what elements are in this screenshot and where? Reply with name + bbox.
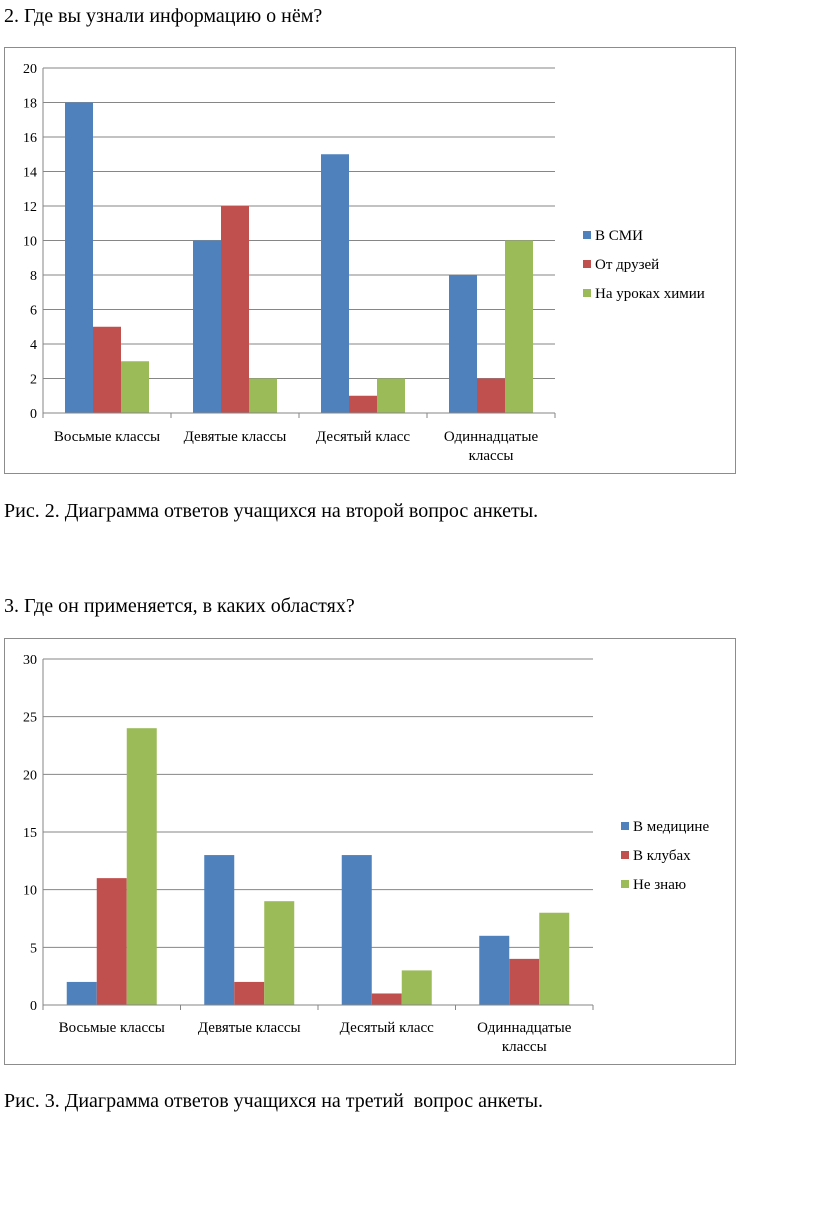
legend-swatch xyxy=(621,822,629,830)
x-tick-label: Одиннадцатые xyxy=(477,1020,572,1036)
y-tick-label: 12 xyxy=(23,200,37,215)
y-tick-label: 18 xyxy=(23,96,37,112)
bar xyxy=(249,379,277,414)
y-tick-label: 25 xyxy=(23,710,37,726)
legend-swatch xyxy=(621,880,629,888)
bar xyxy=(349,396,377,413)
legend-swatch xyxy=(621,851,629,859)
bar xyxy=(377,379,405,414)
question-3-heading: 3. Где он применяется, в каких областях? xyxy=(4,595,355,617)
bar xyxy=(93,327,121,413)
y-tick-label: 10 xyxy=(23,234,37,250)
chart-2-frame xyxy=(4,638,736,1065)
y-tick-label: 4 xyxy=(30,338,37,353)
legend-label: От друзей xyxy=(595,257,660,273)
x-tick-label: Десятый класс xyxy=(339,1020,434,1036)
bar xyxy=(97,878,127,1005)
bar xyxy=(67,982,97,1005)
bar xyxy=(65,103,93,414)
legend-label: В СМИ xyxy=(595,228,643,244)
x-tick-label: классы xyxy=(501,1039,547,1055)
x-tick-label: Девятые классы xyxy=(183,429,287,445)
y-tick-label: 5 xyxy=(30,941,37,957)
bar xyxy=(539,913,569,1005)
x-tick-label: классы xyxy=(468,448,514,464)
bar xyxy=(121,361,149,413)
bar xyxy=(234,982,264,1005)
bar xyxy=(193,241,221,414)
y-tick-label: 2 xyxy=(30,372,37,388)
chart-1-frame xyxy=(4,47,736,474)
bar xyxy=(402,970,432,1005)
x-tick-label: Восьмые классы xyxy=(58,1020,165,1036)
bar xyxy=(221,206,249,413)
y-tick-label: 20 xyxy=(23,768,37,784)
x-tick-label: Девятые классы xyxy=(197,1020,301,1036)
bar xyxy=(477,379,505,414)
chart-2-svg xyxy=(5,639,735,1064)
question-2-heading: 2. Где вы узнали информацию о нём? xyxy=(4,5,323,27)
y-tick-label: 6 xyxy=(30,303,37,319)
legend-swatch xyxy=(583,231,591,239)
legend-label: На уроках химии xyxy=(595,286,705,302)
y-tick-label: 10 xyxy=(23,883,37,899)
y-tick-label: 0 xyxy=(30,999,37,1014)
bar xyxy=(372,993,402,1005)
bar xyxy=(204,855,234,1005)
legend-label: В клубах xyxy=(633,848,691,864)
bar xyxy=(449,275,477,413)
bar xyxy=(509,959,539,1005)
x-tick-label: Одиннадцатые xyxy=(443,429,539,445)
y-tick-label: 16 xyxy=(23,131,37,146)
bar xyxy=(342,855,372,1005)
legend-swatch xyxy=(583,289,591,297)
bar xyxy=(505,241,533,414)
y-tick-label: 15 xyxy=(23,826,37,841)
y-tick-label: 20 xyxy=(23,62,37,77)
chart-1-svg xyxy=(5,48,735,473)
bar xyxy=(264,901,294,1005)
legend-label: В медицине xyxy=(633,819,710,835)
legend-swatch xyxy=(583,260,591,268)
figure-3-caption: Рис. 3. Диаграмма ответов учащихся на третий вопрос анкеты. xyxy=(4,1090,544,1112)
y-tick-label: 14 xyxy=(23,165,37,181)
bar xyxy=(127,728,157,1005)
x-tick-label: Десятый класс xyxy=(315,429,411,445)
legend-label: Не знаю xyxy=(633,877,687,893)
x-tick-label: Восьмые классы xyxy=(53,429,161,445)
y-tick-label: 0 xyxy=(30,407,37,422)
y-tick-label: 8 xyxy=(30,269,37,284)
y-tick-label: 30 xyxy=(23,653,37,668)
bar xyxy=(479,936,509,1005)
bar xyxy=(321,154,349,413)
figure-2-caption: Рис. 2. Диаграмма ответов учащихся на второй вопрос анкеты. xyxy=(4,500,539,522)
